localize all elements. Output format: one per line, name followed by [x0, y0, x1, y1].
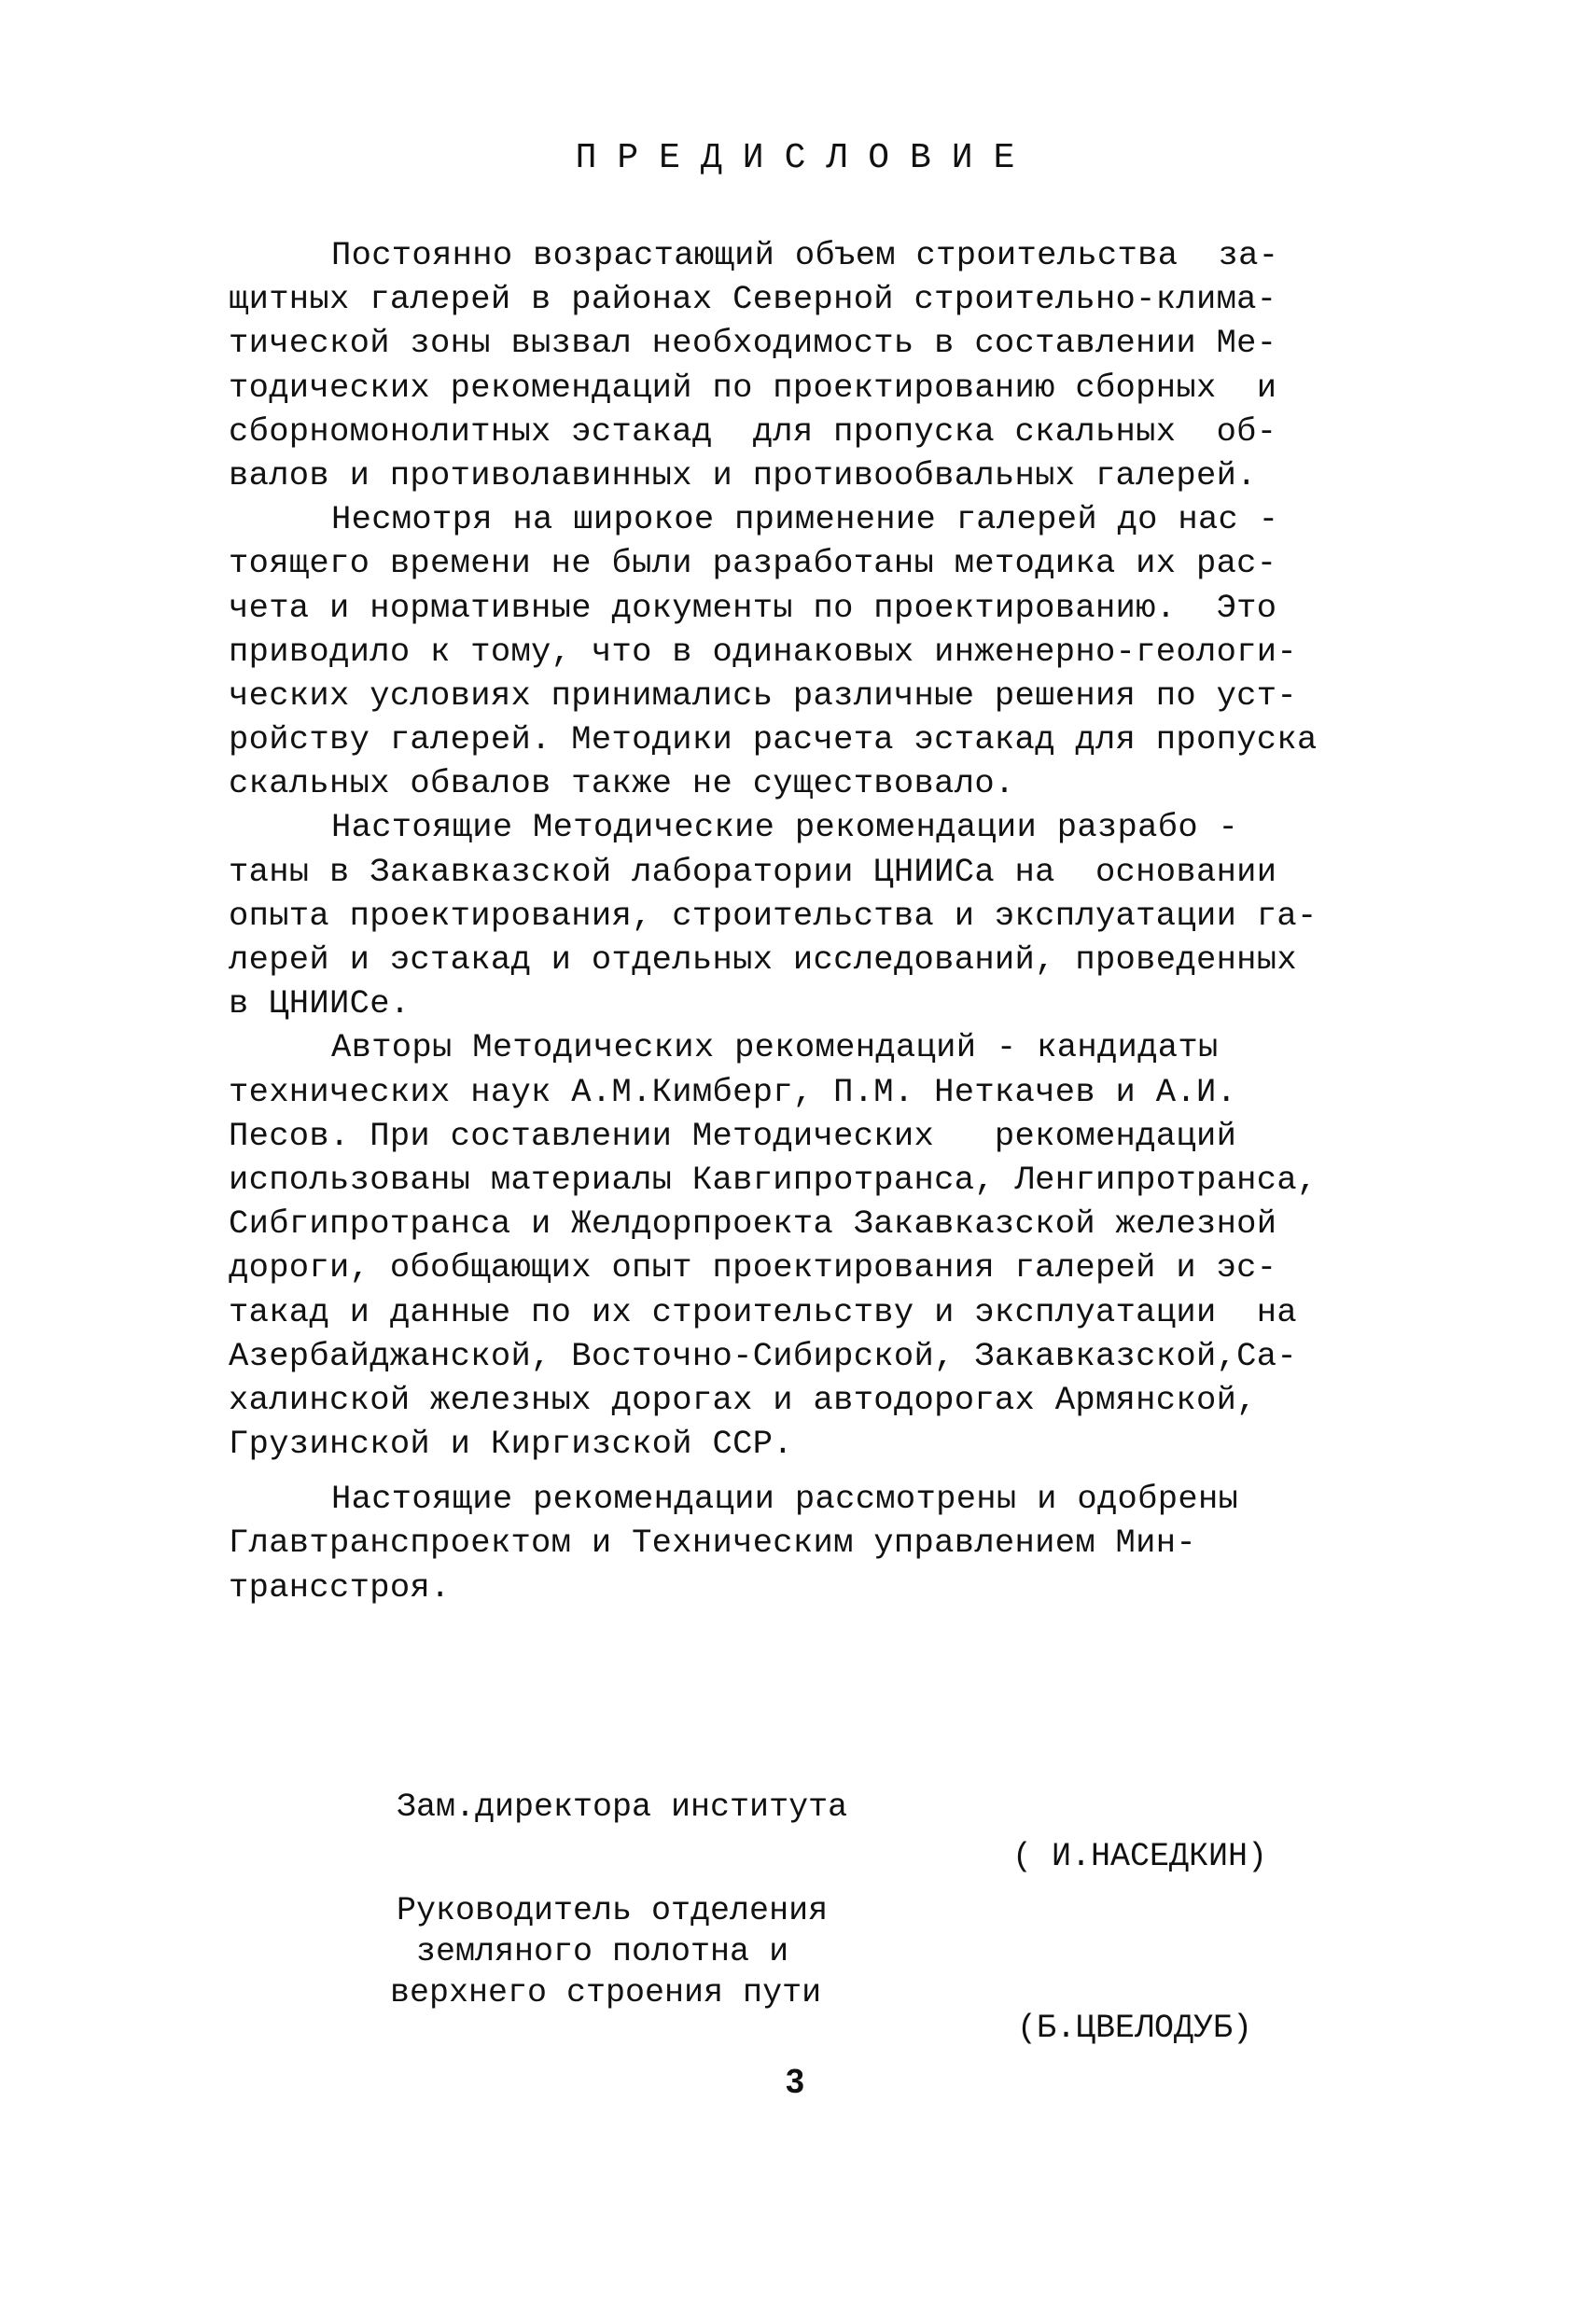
text-line: такад и данные по их строительству и эксплуатации на — [229, 1292, 1297, 1331]
text-line: Авторы Методических рекомендаций - кандидаты — [331, 1028, 1219, 1067]
text-line: Сибгипротранса и Желдорпроекта Закавказской железной — [229, 1204, 1277, 1244]
text-line: ческих условиях принимались различные решения по уст- — [229, 675, 1297, 715]
deputy-director-name: ( И.НАСЕДКИН) — [1012, 1838, 1268, 1875]
text-line: Настоящие рекомендации рассмотрены и одобрены — [331, 1480, 1239, 1519]
text-line: скальных обвалов также не существовало. — [229, 764, 1015, 803]
text-line: Несмотря на широкое применение галерей до нас - — [331, 500, 1279, 539]
text-line: Настоящие Методические рекомендации разрабо - — [331, 808, 1239, 847]
paragraph — [229, 497, 1437, 805]
department-head-title-line: Руководитель отделения — [397, 1892, 829, 1929]
paragraph — [229, 1025, 1437, 1466]
body-text — [229, 233, 1437, 1609]
text-line: халинской железных дорогах и автодорогах Армянской, — [229, 1380, 1257, 1419]
text-line: валов и противолавинных и противообвальных галерей. — [229, 455, 1257, 494]
text-line: сборномонолитных эстакад для пропуска скальных об- — [229, 411, 1277, 451]
text-line: таны в Закавказской лаборатории ЦНИИСа на основании — [229, 852, 1277, 891]
paragraph — [229, 1477, 1437, 1609]
paragraph — [229, 233, 1437, 497]
text-line: чета и нормативные документы по проектированию. Это — [229, 588, 1277, 627]
page-number: 3 — [785, 2062, 805, 2100]
text-line: лерей и эстакад и отдельных исследований, проведенных — [229, 940, 1297, 979]
text-line: технических наук А.М.Кимберг, П.М. Неткачев и А.И. — [229, 1072, 1237, 1111]
department-head-title-line: верхнего строения пути — [390, 1974, 822, 2011]
text-line: трансстроя. — [229, 1567, 451, 1607]
text-line: Главтранспроектом и Техническим управлением Мин- — [229, 1524, 1196, 1563]
deputy-director-title: Зам.директора института — [397, 1788, 848, 1826]
text-line: использованы материалы Кавгипротранса, Ленгипротранса, — [229, 1160, 1318, 1199]
text-line: Азербайджанской, Восточно-Сибирской, Закавказской,Са- — [229, 1336, 1297, 1375]
text-line: тической зоны вызвал необходимость в составлении Ме- — [229, 324, 1277, 363]
text-line: Постоянно возрастающий объем строительства за- — [331, 236, 1279, 274]
text-line: Грузинской и Киргизской ССР. — [229, 1425, 793, 1464]
text-line: опыта проектирования, строительства и эксплуатации га- — [229, 896, 1318, 935]
text-line: Песов. При составлении Методических рекомендаций — [229, 1116, 1237, 1155]
text-line: в ЦНИИСе. — [229, 984, 411, 1023]
text-line: тодических рекомендаций по проектированию сборных и — [229, 368, 1277, 407]
paragraph — [229, 805, 1437, 1025]
text-line: ройству галерей. Методики расчета эстакад для пропуска — [229, 720, 1318, 759]
text-line: дороги, обобщающих опыт проектирования галерей и эс- — [229, 1248, 1277, 1287]
text-line: тоящего времени не были разработаны методика их рас- — [229, 544, 1277, 583]
department-head-title-line: земляного полотна и — [397, 1933, 789, 1970]
department-head-name: (Б.ЦВЕЛОДУБ) — [1017, 2010, 1253, 2047]
text-line: приводило к тому, что в одинаковых инженерно-геологи- — [229, 632, 1297, 671]
paragraph-gap — [229, 1466, 1437, 1477]
page-title: ПРЕДИСЛОВИЕ — [575, 138, 1036, 178]
text-line: щитных галерей в районах Северной строительно-клима- — [229, 280, 1277, 319]
